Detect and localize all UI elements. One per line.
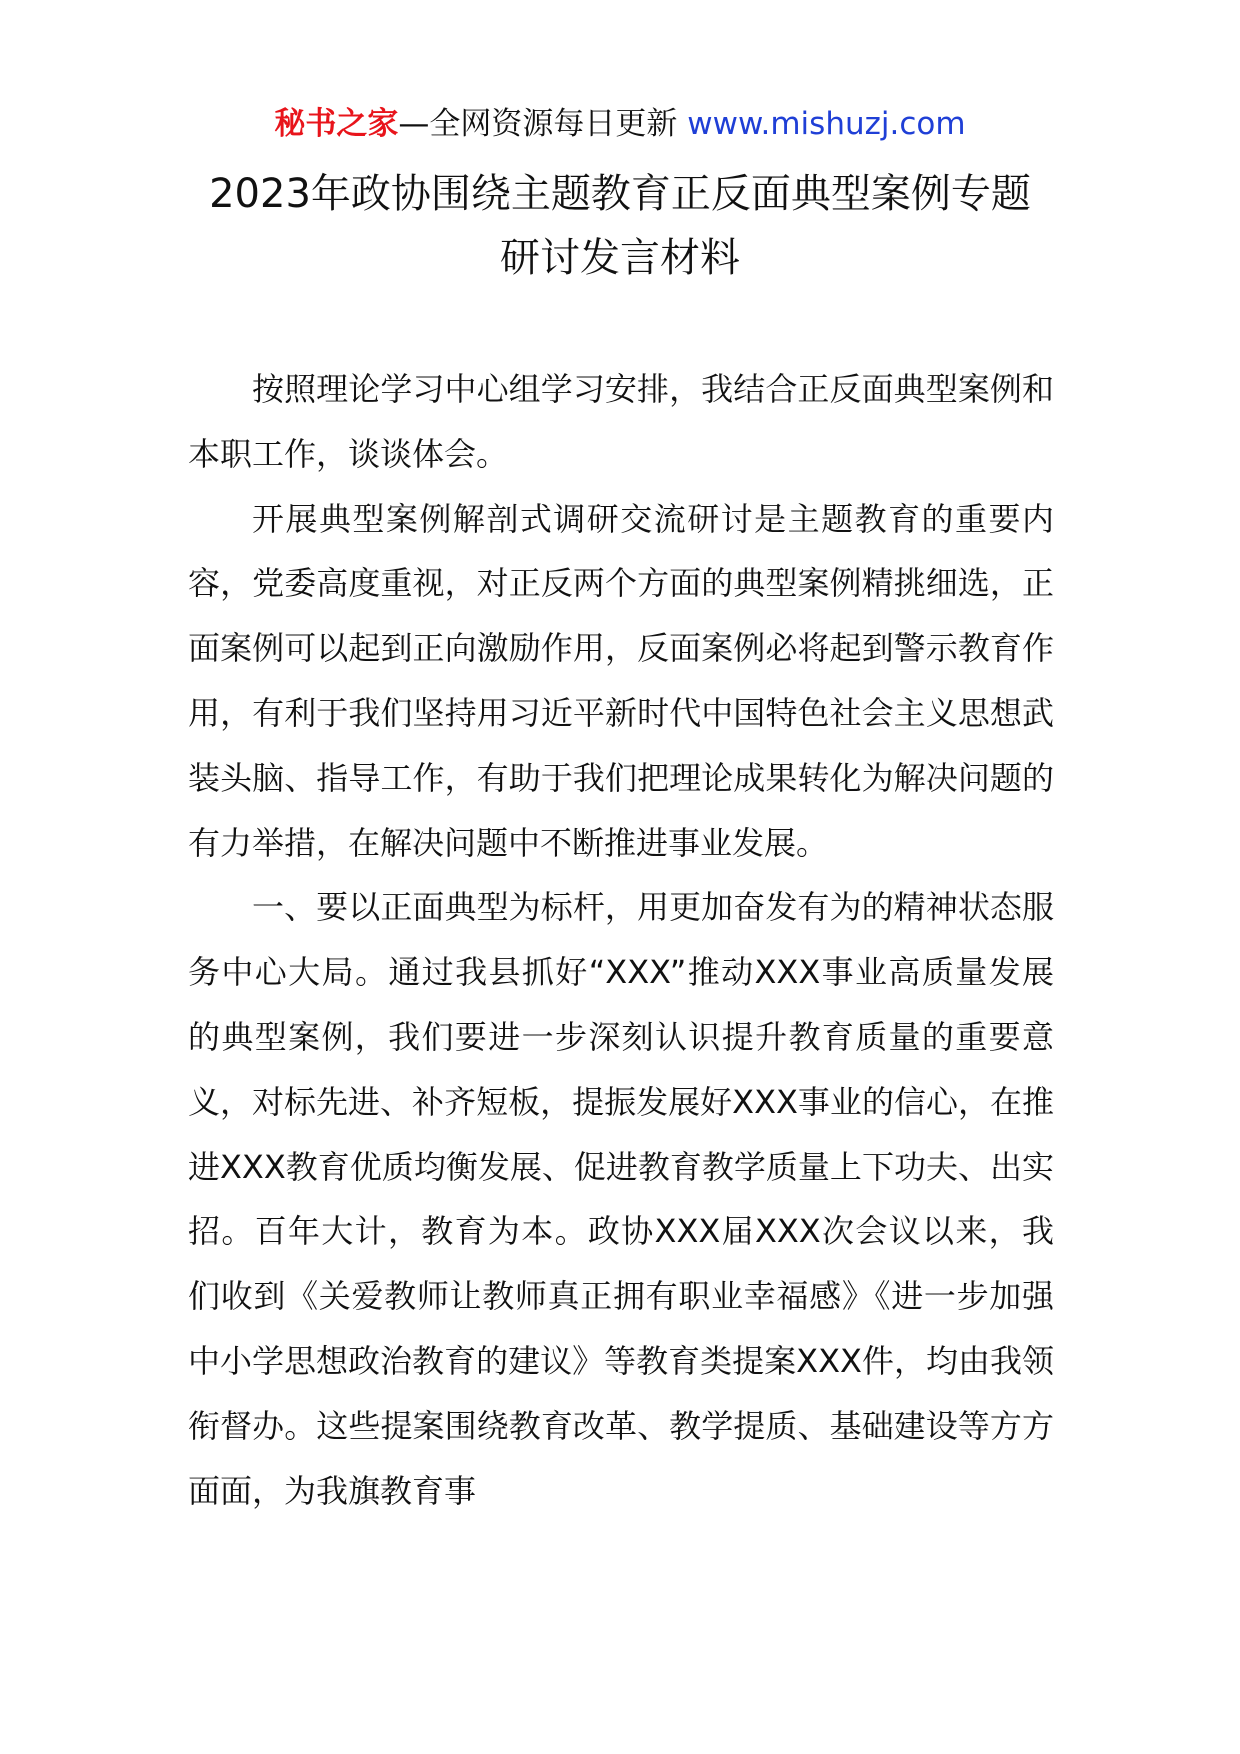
header-tagline: —全网资源每日更新 [398, 106, 688, 142]
title-line-1: 2023年政协围绕主题教育正反面典型案例专题 [209, 171, 1031, 217]
brand-name: 秘书之家 [274, 106, 399, 142]
site-url-link[interactable]: www.mishuzj.com [687, 106, 966, 142]
document-title [160, 162, 1080, 290]
title-line-2: 研讨发言材料 [500, 235, 740, 281]
document-body [188, 357, 1054, 1523]
paragraph-section-1: 一、要以正面典型为标杆，用更加奋发有为的精神状态服务中心大局。通过我县抓好“XXX”推动XXX事业高质量发展的典型案例，我们要进一步深刻认识提升教育质量的重要意义，对标先进、补齐短板，提振发展好XXX事业的信心，在推进XXX教育优质均衡发展、促进教育教学质量上下功夫、出实招。百年大计，教育为本。政协XXX届XXX次会议以来，我们收到《关爱教师让教师真正拥有职业幸福感》《进一步加强中小学思想政治教育的建议》等教育类提案XXX件，均由我领衔督办。这些提案围绕教育改革、教学提质、基础建设等方方面面，为我旗教育事 [188, 888, 1054, 1510]
paragraph-context: 开展典型案例解剖式调研交流研讨是主题教育的重要内容，党委高度重视，对正反两个方面的典型案例精挑细选，正面案例可以起到正向激励作用，反面案例必将起到警示教育作用，有利于我们坚持用习近平新时代中国特色社会主义思想武装头脑、指导工作，有助于我们把理论成果转化为解决问题的有力举措，在解决问题中不断推进事业发展。 [188, 499, 1054, 862]
site-header [0, 100, 1240, 148]
paragraph-intro: 按照理论学习中心组学习安排，我结合正反面典型案例和本职工作，谈谈体会。 [188, 370, 1054, 473]
